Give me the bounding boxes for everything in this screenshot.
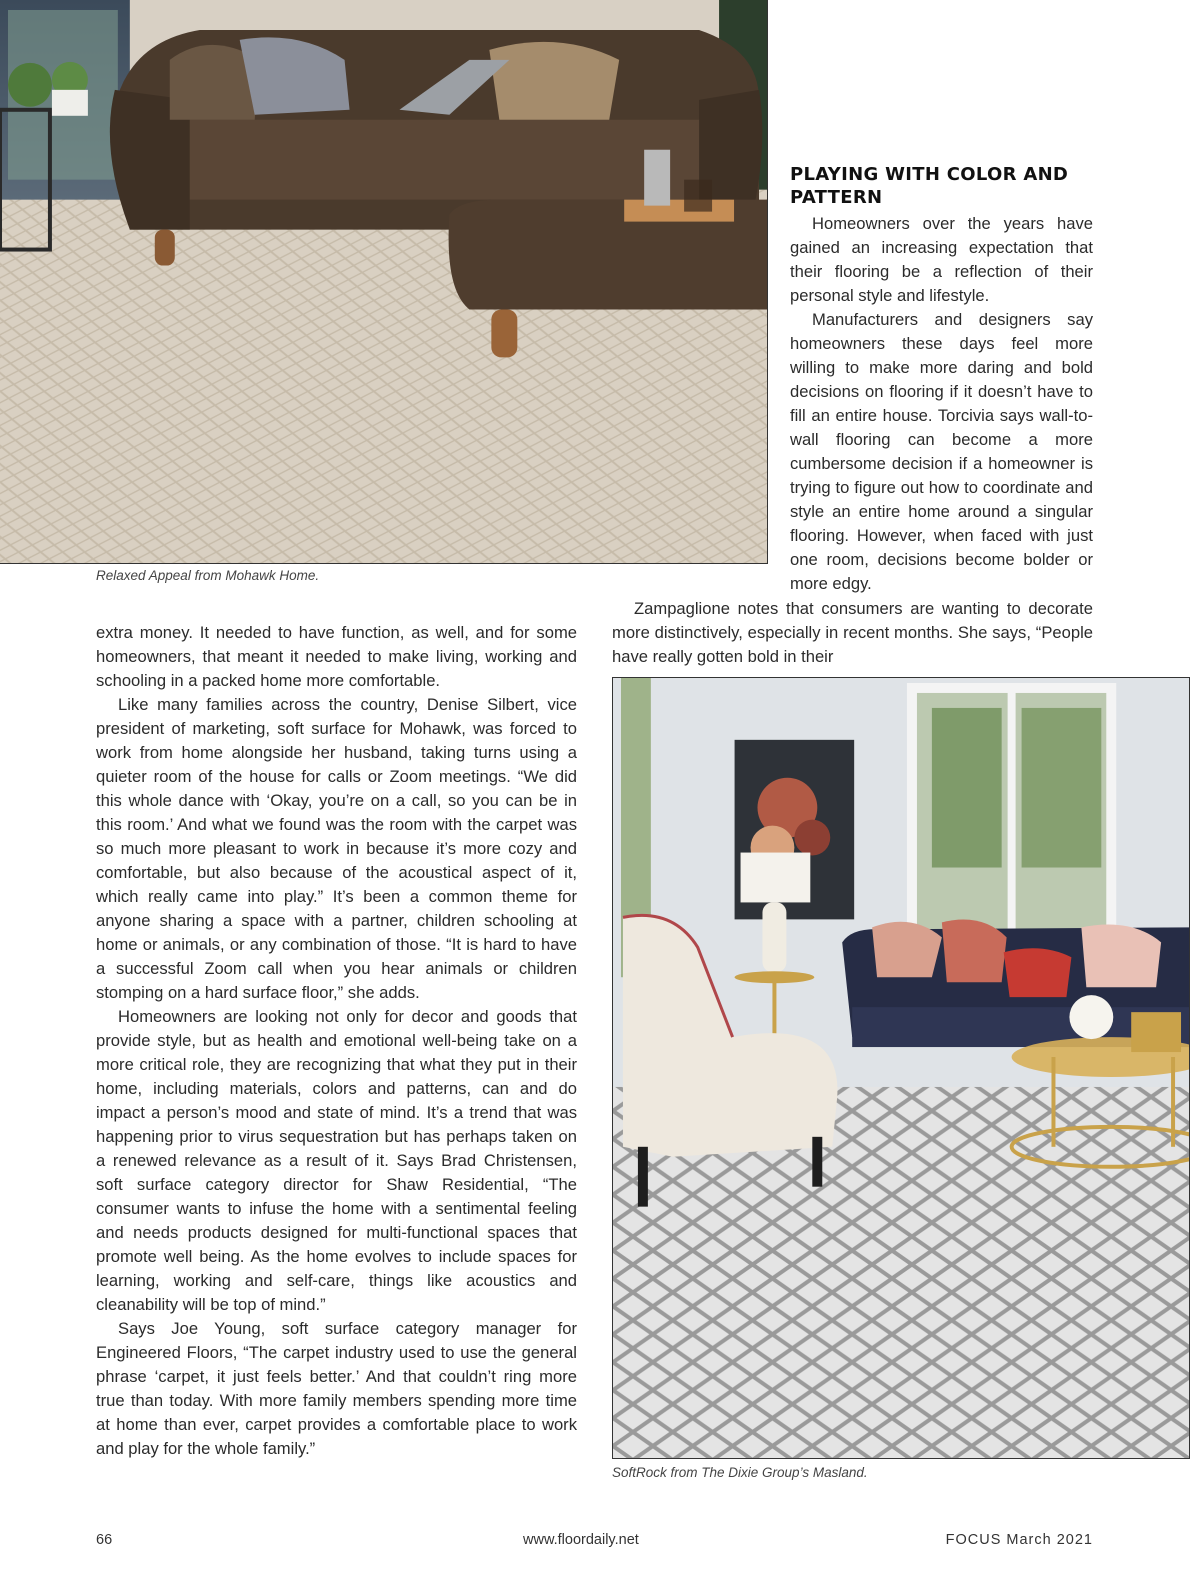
right-column bbox=[790, 212, 1093, 596]
page-number: 66 bbox=[96, 1532, 113, 1548]
section-heading: PLAYING WITH COLOR AND PATTERN bbox=[790, 164, 1069, 208]
paragraph: Says Joe Young, soft surface category manager for Engineered Floors, “The carpet industry used to use the general phrase ‘carpet, it just feels better.’ And that couldn’t ring more true than today. With more family members spending more time at home than ever, carpet provides a comfortable place to work and play for the whole family.” bbox=[96, 1319, 577, 1458]
caption-bottom-photo: SoftRock from The Dixie Group’s Masland. bbox=[612, 1465, 868, 1480]
paragraph: Homeowners over the years have gained an increasing expectation that their flooring be a reflection of their personal style and lifestyle. bbox=[790, 214, 1093, 305]
paragraph: Homeowners are looking not only for decor and goods that provide style, but as health and emotional well-being take on a more critical role, they are recognizing that what they put in their home, including materials, colors and patterns, can and do impact a person’s mood and state of mind. It’s a trend that was happening prior to virus sequestration but has perhaps taken on a renewed relevance as a result of it. Says Brad Christensen, soft surface category director for Shaw Residential, “The consumer wants to infuse the home with a sentimental feeling and needs products designed for multi-functional spaces that promote well being. As the home evolves to include spaces for learning, working and self-care, things like acoustics and cleanability will be top of mind.” bbox=[96, 1007, 577, 1314]
paragraph: Zampaglione notes that consumers are wanting to decorate more distinctively, especially in recent months. She says, “People have really gotten bold in their bbox=[612, 599, 1093, 666]
photo-relaxed-appeal bbox=[0, 0, 768, 564]
wide-paragraph-block bbox=[612, 597, 1093, 669]
website-link[interactable]: www.floordaily.net bbox=[523, 1532, 639, 1548]
caption-top-photo: Relaxed Appeal from Mohawk Home. bbox=[96, 568, 320, 583]
left-column bbox=[96, 621, 577, 1461]
issue-label: FOCUS March 2021 bbox=[945, 1532, 1093, 1548]
living-room-illustration bbox=[613, 678, 1189, 1458]
paragraph: extra money. It needed to have function, as well, and for some homeowners, that meant it needed to make living, working and schooling in a packed home more comfortable. bbox=[96, 623, 577, 690]
photo-softrock bbox=[612, 677, 1190, 1459]
paragraph: Like many families across the country, Denise Silbert, vice president of marketing, soft surface for Mohawk, was forced to work from home alongside her husband, taking turns using a quieter room of the house for calls or Zoom meetings. “We did this whole dance with ‘Okay, you’re on a call, so you can be in this room.’ And what we found was the room with the carpet was so much more pleasant to work in because it’s more cozy and comfortable, but also because of the acoustical aspect of it, which really came into play.” It’s been a common theme for anyone sharing a space with a partner, children schooling at home or animals, or any combination of those. “It is hard to have a successful Zoom call when you hear animals or children stomping on a hard surface floor,” she adds. bbox=[96, 695, 577, 1002]
paragraph: Manufacturers and designers say homeowners these days feel more willing to make more daring and bold decisions on flooring if it doesn’t have to fill an entire house. Torcivia says wall-to-wall flooring can become a more cumbersome decision if a homeowner is trying to figure out how to coordinate and style an entire home around a singular flooring. However, when faced with just one room, decisions become bolder or more edgy. bbox=[790, 310, 1093, 593]
sofa-room-illustration bbox=[0, 0, 767, 563]
